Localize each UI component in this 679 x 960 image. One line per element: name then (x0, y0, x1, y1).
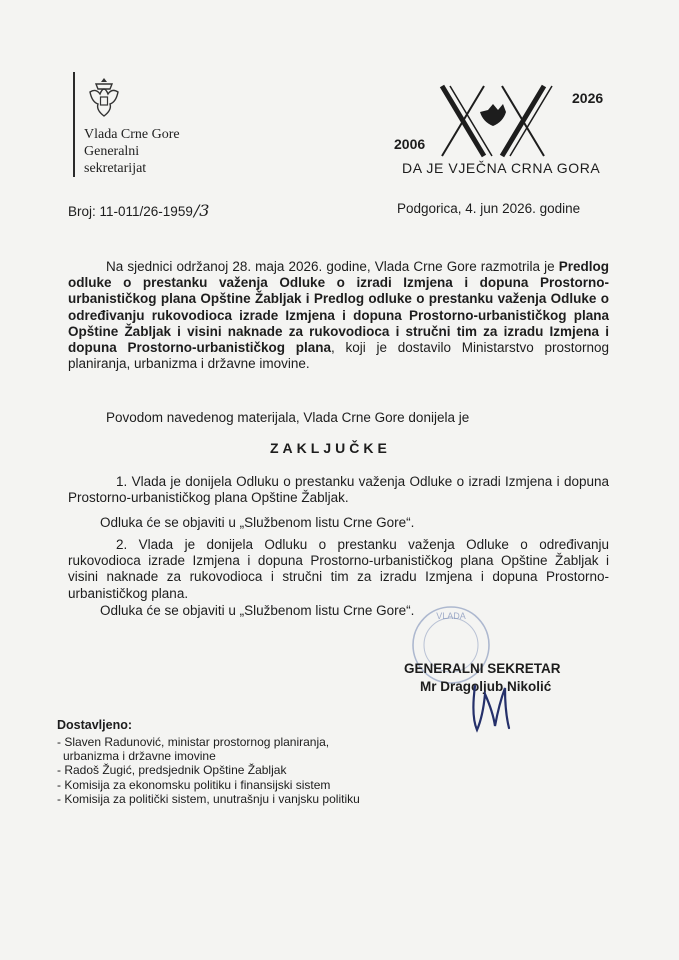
conclusion-item (68, 474, 609, 506)
signatory-title: GENERALNI SEKRETAR (404, 661, 561, 676)
place-date: Podgorica, 4. jun 2026. godine (397, 201, 581, 216)
povod-text: Povodom navedenog materijala, Vlada Crne Gore donijela je (106, 410, 470, 425)
distribution-item: - Slaven Radunović, ministar prostornog planiranja, urbanizma i državne imovine (57, 735, 330, 764)
org-line: sekretarijat (84, 161, 147, 176)
coat-of-arms-icon (86, 76, 122, 120)
intro-bold-text: Predlog odluke o prestanku važenja Odluke o izradi Izmjena i dopuna Prostorno-urbanističkog plana Opštine Žabljak i Predlog odluke o prestanku važenja Odluke o određivanju rukovodioca izrade Izmjena i dopuna Prostorno-urbanističkog plana Opštine Žabljak i visini naknade za rukovodioca i stručni tim za izradu Izmjena i dopuna Prostorno-urbanističkog plana (68, 259, 609, 356)
reference-number-text: Broj: 11-011/26-1959 (68, 204, 193, 219)
distribution-title: Dostavljeno: (57, 718, 133, 732)
distribution-item: - Komisija za ekonomsku politiku i finansijski sistem (57, 777, 331, 792)
org-line: Vlada Crne Gore (84, 127, 180, 142)
distribution-item: - Komisija za politički sistem, unutrašnju i vanjsku politiku (57, 791, 360, 806)
handwritten-suffix: /3 (193, 201, 210, 220)
stamp-text: VLADA (436, 611, 466, 621)
distribution-item: - Radoš Žugić, predsjednik Opštine Žabljak (57, 763, 287, 778)
logo-year-end: 2026 (572, 90, 604, 106)
intro-text: Na sjednici održanoj 28. maja 2026. godine, Vlada Crne Gore razmotrila je (106, 259, 559, 274)
conclusion-text: 1. Vlada je donijela Odluku o prestanku važenja Odluke o izradi Izmjena i dopuna Prostorno-urbanističkog plana Opštine Žabljak. (68, 474, 609, 506)
intro-text-end: , koji je dostavilo Ministarstvo prostornog planiranja, urbanizma i državne imovine. (68, 340, 610, 372)
xx-logo-icon (438, 84, 556, 158)
conclusions-heading: ZAKLJUČKE (270, 440, 391, 456)
handwritten-signature-icon (465, 680, 525, 735)
conclusion-text: 2. Vlada je donijela Odluku o prestanku važenja Odluke o određivanju rukovodioca izrade Izmjena i dopuna Prostorno-urbanističkog plana Opštine Žabljak i visini naknade za rukovodioca i stručni tim za izradu Izmjena i dopuna Prostorno-urbanističkog plana. (68, 537, 609, 601)
signatory-name: Mr Dragoljub Nikolić (420, 679, 552, 694)
org-line: Generalni (84, 144, 140, 159)
organization-name (84, 126, 180, 177)
logo-motto: DA JE VJEČNA CRNA GORA (402, 160, 601, 176)
conclusion-publish-note: Odluka će se objaviti u „Službenom listu Crne Gore“. (100, 603, 415, 618)
povod-paragraph (68, 410, 609, 426)
intro-paragraph (68, 259, 609, 372)
logo-year-start: 2006 (394, 136, 426, 152)
reference-number (68, 201, 209, 220)
conclusion-item (68, 537, 609, 602)
conclusion-publish-note: Odluka će se objaviti u „Službenom listu Crne Gore“. (100, 515, 415, 530)
distribution-list (57, 735, 363, 806)
anniversary-logo (388, 80, 608, 180)
header-divider (73, 72, 75, 177)
